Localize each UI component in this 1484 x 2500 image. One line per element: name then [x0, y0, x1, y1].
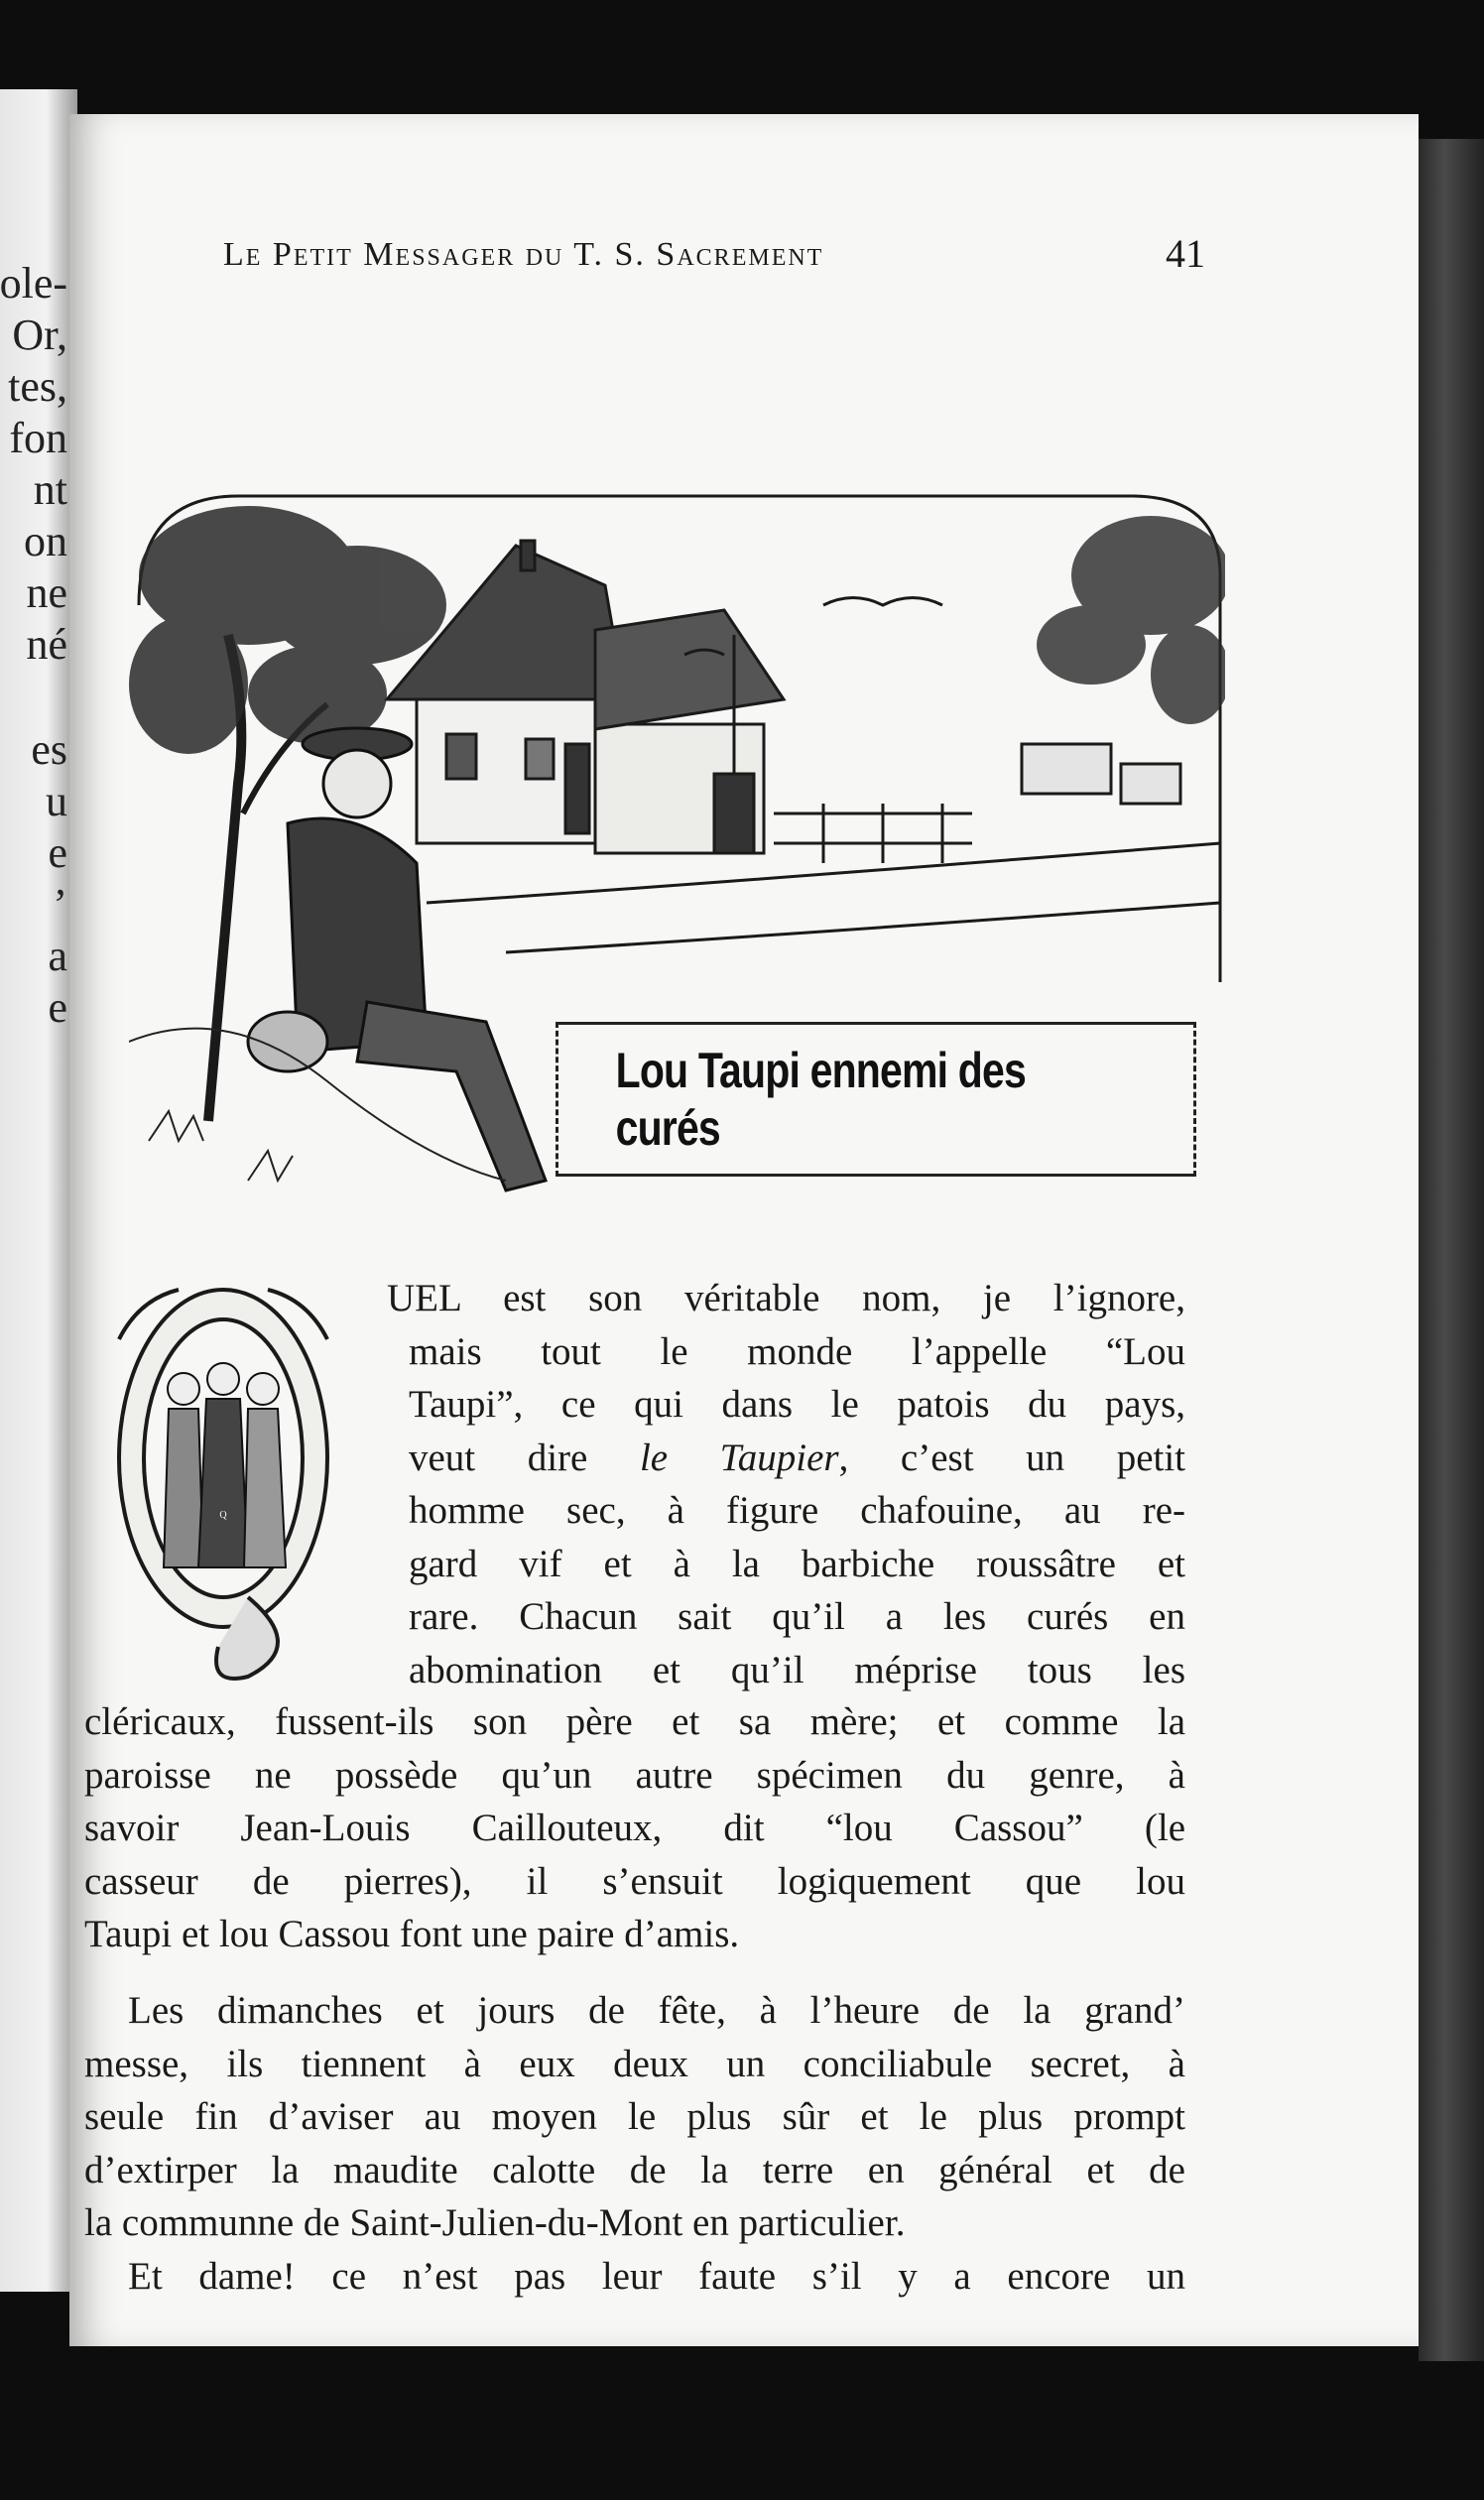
text-line: Taupi et lou Cassou font une paire d’amis. [84, 1913, 740, 1955]
article-title-box [556, 1022, 1196, 1177]
left-page-fragment: e [48, 828, 67, 877]
ornamental-drop-cap [99, 1270, 347, 1687]
left-page-fragment: ole- [0, 259, 67, 308]
left-page-fragment: né [26, 620, 67, 669]
text-line-with-italic [387, 1432, 1185, 1485]
text-line: gard vif et à la barbiche roussâtre et [409, 1542, 1185, 1585]
text-line: messe, ils tiennent à eux deux un conciliabule secret, à [84, 2042, 1185, 2085]
left-page-fragment: ’ [53, 880, 67, 929]
article-title: Lou Taupi ennemi des curés [615, 1043, 1026, 1156]
text-fragment: , c’est un petit [838, 1436, 1186, 1479]
running-head: Le Petit Messager du T. S. Sacrement [223, 236, 824, 273]
text-line: rare. Chacun sait qu’il a les curés en [409, 1595, 1185, 1638]
text-line: mais tout le monde l’appelle “Lou [409, 1329, 1185, 1373]
left-page-fragment: ne [26, 568, 67, 617]
text-line: Taupi”, ce qui dans le patois du pays, [409, 1383, 1185, 1426]
text-line: paroisse ne possède qu’un autre spécimen du genre, à [84, 1753, 1185, 1797]
paragraph-2 [84, 1984, 1185, 2303]
text-line: Les dimanches et jours de fête, à l’heure de la grand’ [128, 1989, 1185, 2032]
left-page-fragment: e [48, 983, 67, 1032]
text-line: casseur de pierres), il s’ensuit logiquement que lou [84, 1859, 1185, 1903]
left-page-fragment: tes, [8, 362, 67, 411]
left-page-fragment: a [48, 932, 67, 980]
text-line: cléricaux, fussent-ils son père et sa mère; et comme la [84, 1700, 1185, 1743]
book-edge [1419, 139, 1484, 2361]
text-line: abomination et qu’il méprise tous les [409, 1648, 1185, 1691]
paragraph-1-indented [387, 1272, 1185, 1696]
text-fragment: veut dire [409, 1436, 640, 1479]
page-number: 41 [1166, 231, 1205, 276]
left-page-fragment: es [31, 725, 67, 774]
left-page-fragment: u [46, 777, 67, 825]
text-line: Et dame! ce n’est pas leur faute s’il y a encore un [128, 2254, 1185, 2298]
left-page-fragment: Or, [12, 311, 67, 359]
left-page-fragment: on [24, 517, 67, 565]
text-line: homme sec, à figure chafouine, au re- [409, 1489, 1185, 1532]
text-line: UEL est son véritable nom, je l’ignore, [387, 1277, 1185, 1319]
left-page-fragment: fon [9, 414, 67, 462]
text-line: savoir Jean-Louis Caillouteux, dit “lou Cassou” (le [84, 1807, 1185, 1849]
text-line: d’extirper la maudite calotte de la terre en général et de [84, 2148, 1185, 2191]
italic-term: le Taupier [639, 1436, 839, 1479]
left-facing-page [0, 89, 77, 2292]
paragraph-1-continued [84, 1695, 1185, 1961]
drop-cap-letter: Q [219, 1510, 227, 1521]
text-line: la communne de Saint-Julien-du-Mont en particulier. [84, 2201, 906, 2244]
text-line: seule fin d’aviser au moyen le plus sûr et le plus prompt [84, 2095, 1185, 2138]
left-page-fragment: nt [33, 465, 67, 514]
